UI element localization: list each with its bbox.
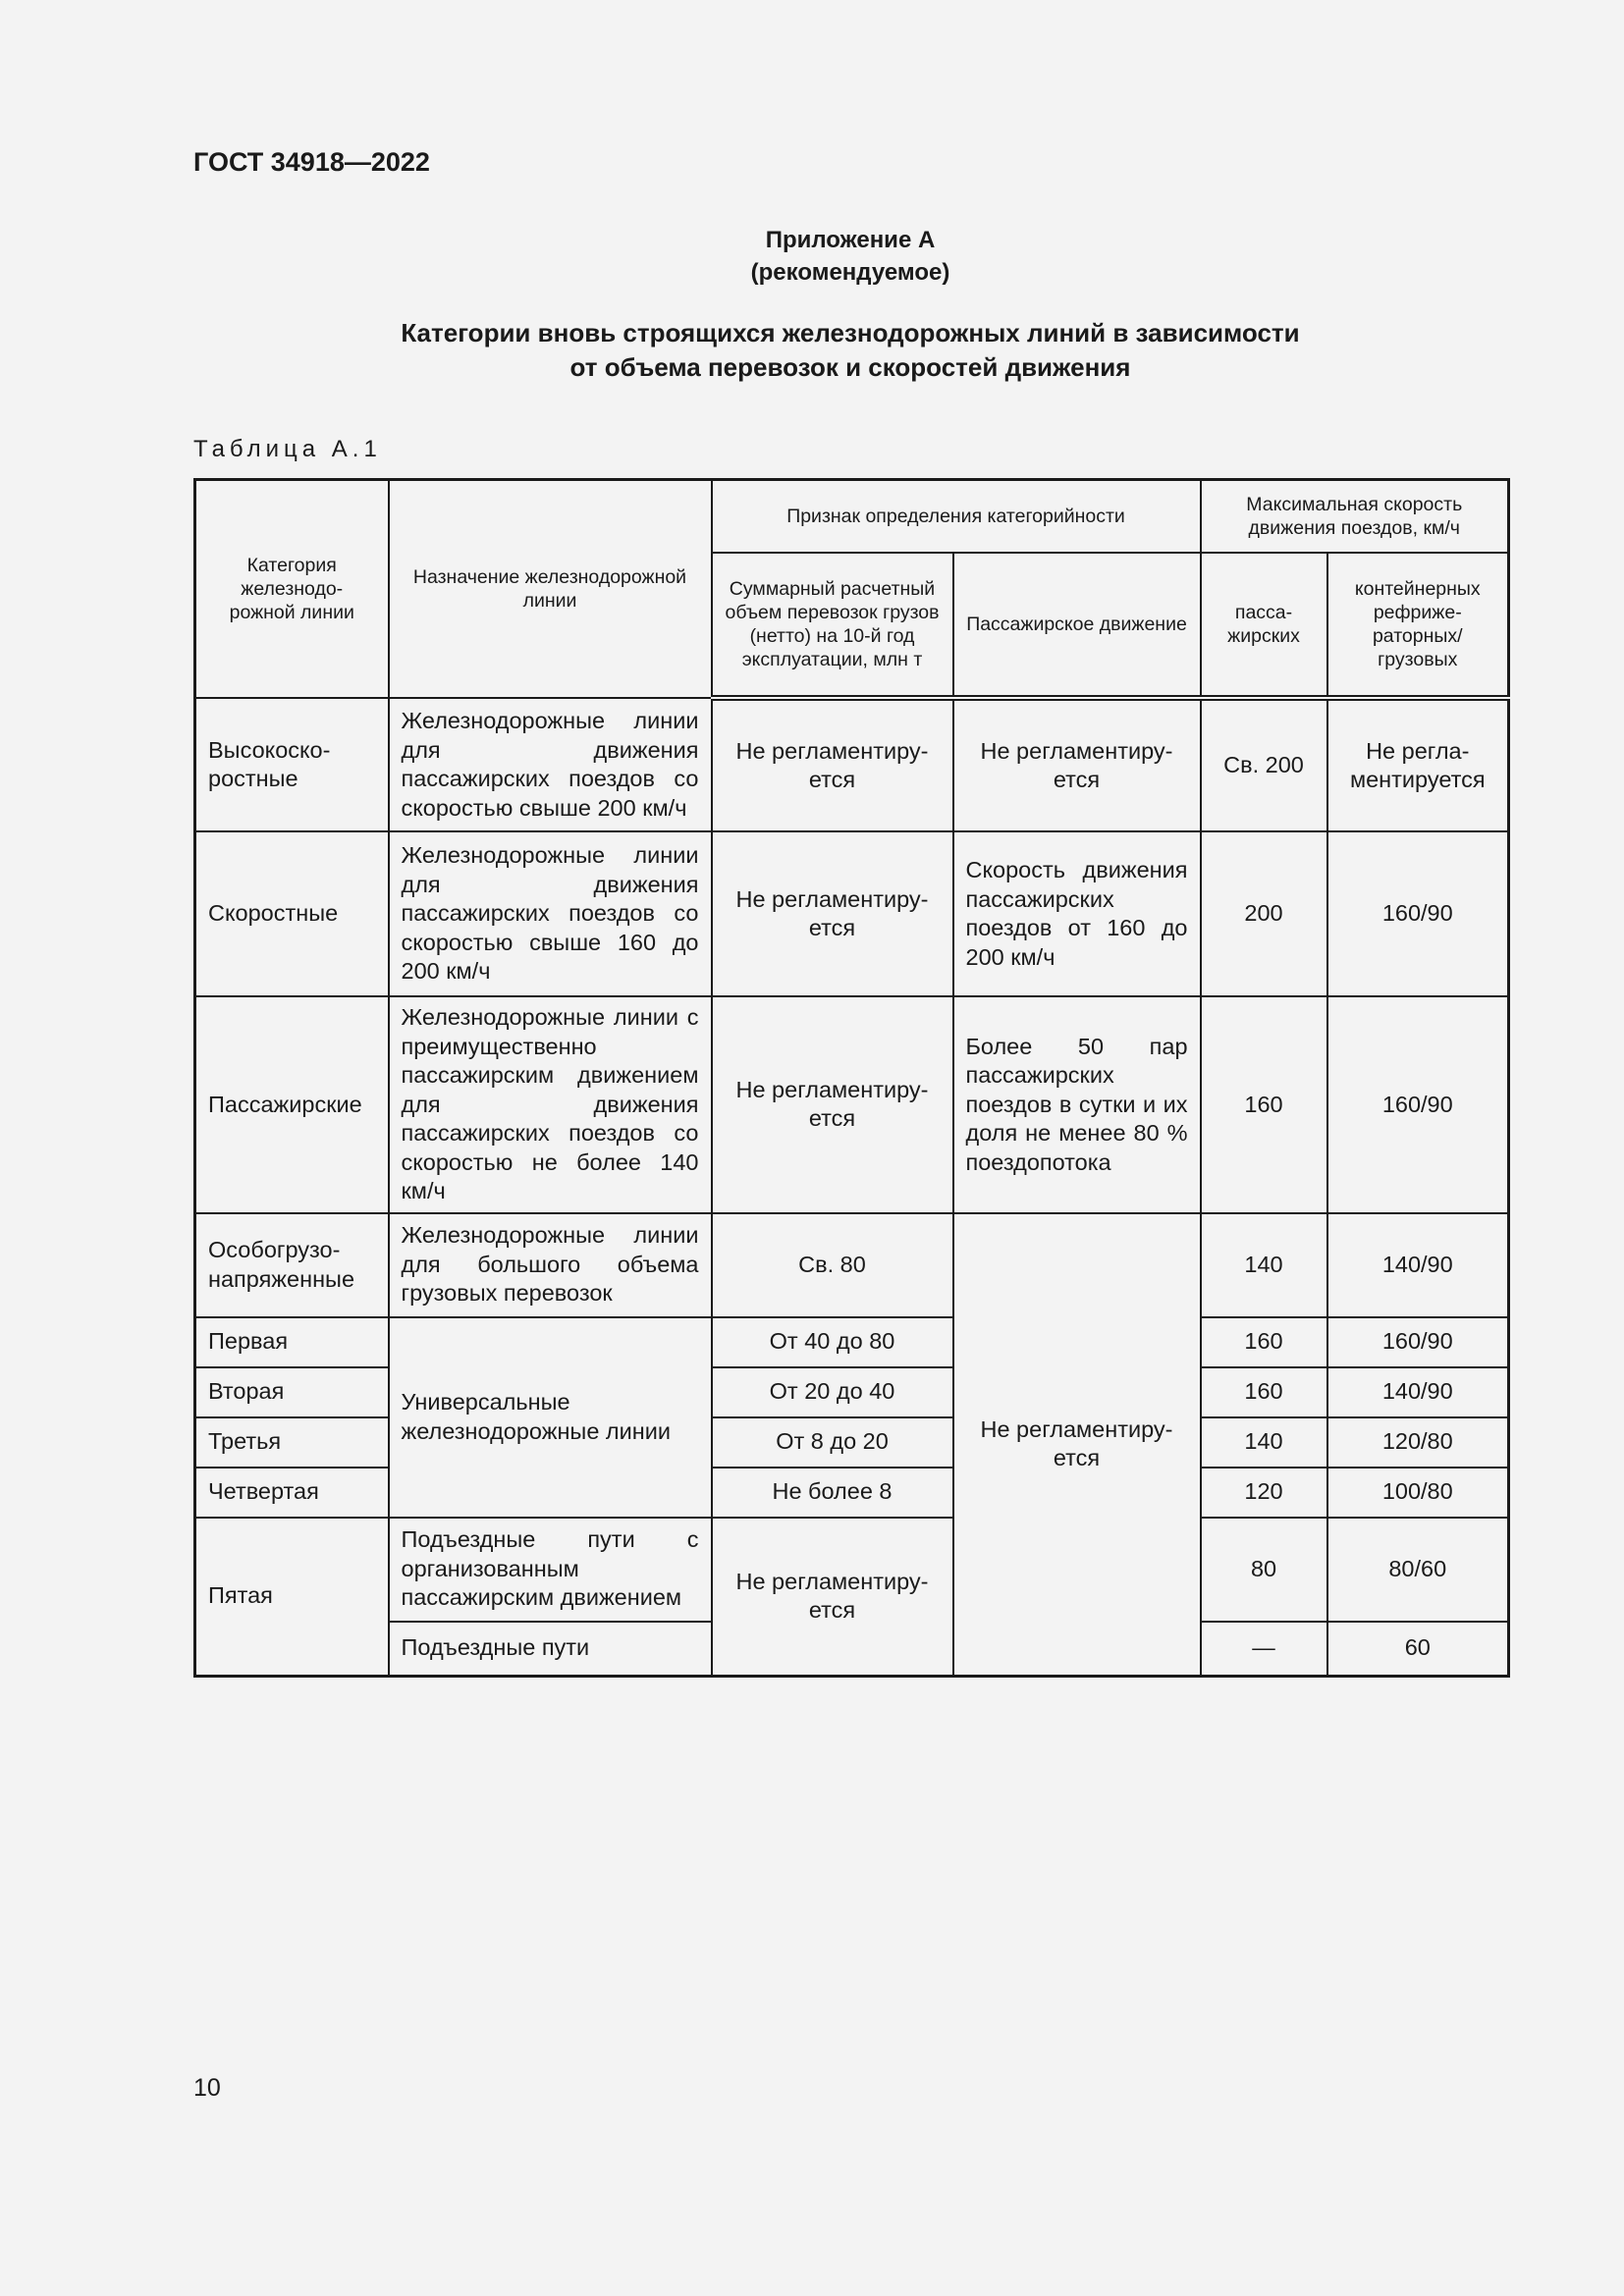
header-category: Категория железнодо-рожной линии [195,480,389,699]
cell-speed-passenger: Св. 200 [1201,698,1327,831]
cell-passenger: Не регламентиру-ется [953,698,1201,831]
page-number: 10 [193,2074,221,2102]
cell-purpose: Железнодорожные линии для большого объема грузовых перевозок [389,1213,712,1317]
cell-speed-passenger: 80 [1201,1518,1327,1622]
cell-speed-passenger: 200 [1201,831,1327,996]
cell-volume: Не регламентиру-ется [712,698,953,831]
cell-speed-passenger: 160 [1201,996,1327,1213]
header-criteria-group: Признак определения категорийности [712,480,1201,554]
header-passenger-traffic: Пассажирское движение [953,553,1201,698]
header-speed-freight: контейнерных рефриже-раторных/ грузовых [1327,553,1509,698]
cell-speed-freight: 120/80 [1327,1417,1509,1468]
table-heading [0,316,1624,385]
cell-passenger: Более 50 пар пассажирских поездов в сутки и их доля не менее 80 % поездопотока [953,996,1201,1213]
cell-speed-freight: 140/90 [1327,1213,1509,1317]
cell-purpose: Подъездные пути с организованным пассажирским движением [389,1518,712,1622]
cell-speed-passenger: 160 [1201,1367,1327,1417]
cell-purpose-universal: Универсальные железнодорожные линии [389,1317,712,1518]
cell-speed-passenger: 120 [1201,1468,1327,1518]
cell-volume: От 20 до 40 [712,1367,953,1417]
table-row [195,698,1509,831]
cell-speed-freight: 160/90 [1327,1317,1509,1367]
header-speed-group: Максимальная скорость движения поездов, км/ч [1201,480,1509,554]
table-heading-line-2: от объема перевозок и скоростей движения [569,352,1131,382]
table-row [195,831,1509,996]
cell-volume-access-merged: Не регламентиру-ется [712,1518,953,1677]
annex-subtitle: (рекомендуемое) [750,259,950,286]
cell-speed-freight: 80/60 [1327,1518,1509,1622]
categories-table [193,478,1510,1678]
cell-category: Пассажирские [195,996,389,1213]
table-row [195,1213,1509,1317]
header-volume: Суммарный расчетный объем перевозок грузов (нетто) на 10-й год эксплуатации, млн т [712,553,953,698]
cell-volume: От 40 до 80 [712,1317,953,1367]
cell-speed-passenger: 140 [1201,1213,1327,1317]
cell-speed-freight: 160/90 [1327,831,1509,996]
cell-category: Вторая [195,1367,389,1417]
document-code: ГОСТ 34918—2022 [193,147,430,177]
cell-passenger-merged: Не регламентиру-ется [953,1213,1201,1677]
header-purpose: Назначение железнодорожной линии [389,480,712,699]
table-row [195,1518,1509,1622]
cell-volume: Св. 80 [712,1213,953,1317]
table-label: Таблица А.1 [193,436,382,462]
cell-speed-passenger: — [1201,1622,1327,1677]
table-row [195,996,1509,1213]
cell-category: Особогрузо-напряженные [195,1213,389,1317]
cell-category: Первая [195,1317,389,1367]
cell-volume: Не регламентиру-ется [712,996,953,1213]
cell-speed-freight: Не регла-ментируется [1327,698,1509,831]
table-row [195,1317,1509,1367]
cell-purpose: Железнодорожные линии с преимущественно пассажирским движением для движения пассажирских поездов со скоростью не более 140 км/ч [389,996,712,1213]
cell-speed-freight: 100/80 [1327,1468,1509,1518]
cell-speed-passenger: 140 [1201,1417,1327,1468]
cell-speed-freight: 160/90 [1327,996,1509,1213]
cell-volume: От 8 до 20 [712,1417,953,1468]
table-heading-line-1: Категории вновь строящихся железнодорожных линий в зависимости [401,318,1300,347]
cell-purpose: Железнодорожные линии для движения пассажирских поездов со скоростью свыше 200 км/ч [389,698,712,831]
cell-purpose: Подъездные пути [389,1622,712,1677]
cell-category: Третья [195,1417,389,1468]
cell-volume: Не более 8 [712,1468,953,1518]
cell-passenger: Скорость движения пассажирских поездов от 160 до 200 км/ч [953,831,1201,996]
annex-title: Приложение А [765,227,936,253]
cell-category: Высокоско-ростные [195,698,389,831]
cell-speed-freight: 60 [1327,1622,1509,1677]
cell-category-fifth: Пятая [195,1518,389,1677]
cell-category: Четвертая [195,1468,389,1518]
cell-speed-passenger: 160 [1201,1317,1327,1367]
cell-category: Скоростные [195,831,389,996]
cell-volume: Не регламентиру-ется [712,831,953,996]
cell-purpose: Железнодорожные линии для движения пассажирских поездов со скоростью свыше 160 до 200 км/ч [389,831,712,996]
header-speed-passenger: пасса-жирских [1201,553,1327,698]
cell-speed-freight: 140/90 [1327,1367,1509,1417]
